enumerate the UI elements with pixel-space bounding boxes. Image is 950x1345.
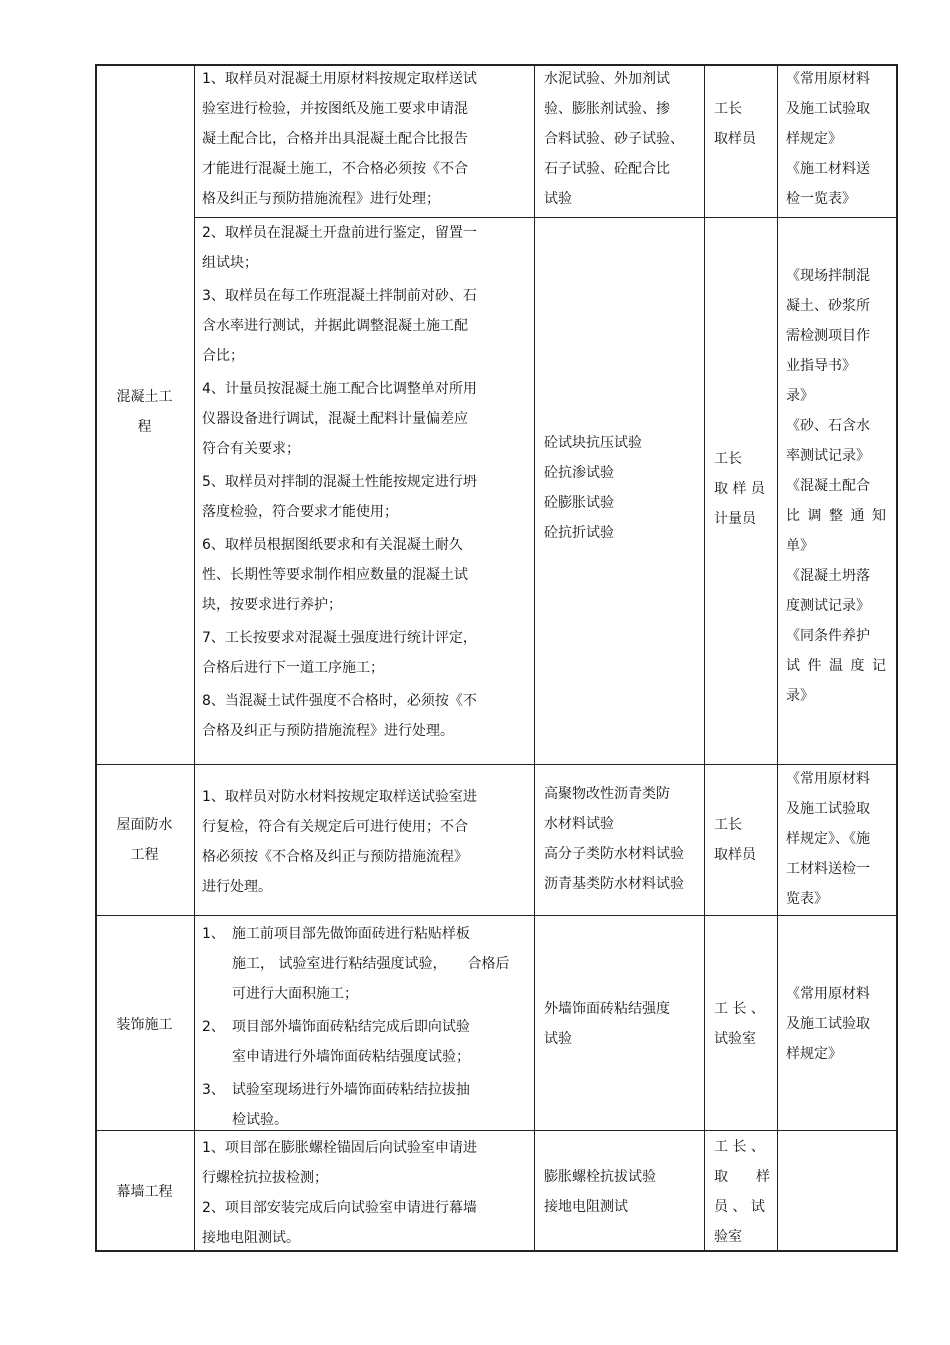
procedure-item: 7、工长按要求对混凝土强度进行统计评定， 合格后进行下一道工序施工；	[202, 630, 477, 676]
category-concrete: 混凝土工 程	[116, 389, 173, 435]
procedure-item: 2、取样员在混凝土开盘前进行鉴定，留置一 组试块；	[202, 225, 477, 271]
procedure-item: 2、 项目部外墙饰面砖粘结完成后即向试验 室申请进行外墙饰面砖粘结强度试验；	[202, 1019, 470, 1065]
procedure-curtain-wall	[202, 1133, 532, 1253]
tests-decoration: 外墙饰面砖粘结强度 试验	[544, 1001, 670, 1047]
category-roof-waterproofing: 屋面防水 工程	[116, 817, 173, 863]
procedure-item: 1、取样员对混凝土用原材料按规定取样送试 验室进行检验，并按图纸及施工要求申请混 凝土配合比，合格并出具混凝土配合比报告 才能进行混凝土施工，不合格必须按《不合 格及纠正与预防措施流程》进行处理；	[202, 71, 477, 207]
roles-concrete-materials: 工长 取样员	[714, 101, 756, 147]
procedure-item: 4、计量员按混凝土施工配合比调整单对所用 仪器设备进行调试，混凝土配料计量偏差应 符合有关要求；	[202, 381, 477, 457]
procedure-decoration	[202, 919, 532, 1138]
procedure-item: 1、 施工前项目部先做饰面砖进行粘贴样板 施工， 试验室进行粘结强度试验， 合格后 可进行大面积施工；	[202, 926, 510, 1002]
category-curtain-wall: 幕墙工程	[116, 1184, 173, 1200]
col-divider-2	[534, 64, 535, 1252]
table-border-left	[95, 64, 97, 1252]
procedure-item: 3、取样员在每工作班混凝土拌制前对砂、石 含水率进行测试，并据此调整混凝土施工配 合比；	[202, 288, 477, 364]
roles-roof-waterproofing: 工长 取样员	[714, 817, 756, 863]
tests-concrete-process: 砼试块抗压试验 砼抗渗试验 砼膨胀试验 砼抗折试验	[544, 435, 642, 541]
roles-concrete-process: 工长 取 样 员 计量员	[714, 451, 765, 527]
procedure-item: 1、项目部在膨胀螺栓锚固后向试验室申请进 行螺栓抗拉拔检测；	[202, 1140, 477, 1186]
docs-roof-waterproofing: 《常用原材料 及施工试验取 样规定》、《施 工材料送检一 览表》	[786, 771, 870, 907]
procedure-concrete-materials	[202, 64, 532, 217]
col-divider-1	[194, 64, 195, 1252]
tests-roof-waterproofing: 高聚物改性沥青类防 水材料试验 高分子类防水材料试验 沥青基类防水材料试验	[544, 786, 684, 892]
tests-curtain-wall: 膨胀螺栓抗拔试验 接地电阻测试	[544, 1169, 656, 1215]
col-divider-4	[777, 64, 778, 1252]
procedure-item: 2、项目部安装完成后向试验室申请进行幕墙 接地电阻测试。	[202, 1200, 477, 1246]
table-border-right	[896, 64, 898, 1252]
docs-concrete-process: 《现场拌制混 凝土、砂浆所 需检测项目作 业指导书》 录》 《砂、石含水 率测试记录》 《混凝土配合 比 调 整 通 知 单》 《混凝土坍落 度测试记录》 《同条件养护 试 件 温 度 记 录》	[786, 268, 886, 704]
procedure-roof-waterproofing	[202, 782, 532, 902]
roles-decoration: 工 长 、 试验室	[714, 1001, 765, 1047]
procedure-item: 1、取样员对防水材料按规定取样送试验室进 行复检，符合有关规定后可进行使用；不合 格必须按《不合格及纠正与预防措施流程》 进行处理。	[202, 789, 477, 895]
col-divider-3	[704, 64, 705, 1252]
procedure-item: 6、取样员根据图纸要求和有关混凝土耐久 性、长期性等要求制作相应数量的混凝土试 块，按要求进行养护；	[202, 537, 468, 613]
tests-concrete-materials: 水泥试验、外加剂试 验、膨胀剂试验、掺 合料试验、砂子试验、 石子试验、砼配合比 试验	[544, 71, 684, 207]
docs-concrete-materials: 《常用原材料 及施工试验取 样规定》 《施工材料送 检一览表》	[786, 71, 870, 207]
procedure-item: 8、当混凝土试件强度不合格时，必须按《不 合格及纠正与预防措施流程》进行处理。	[202, 693, 477, 739]
category-decoration: 装饰施工	[116, 1017, 173, 1033]
docs-decoration: 《常用原材料 及施工试验取 样规定》	[786, 986, 870, 1062]
row-divider-2	[95, 915, 898, 916]
procedure-item: 5、取样员对拌制的混凝土性能按规定进行坍 落度检验，符合要求才能使用；	[202, 474, 477, 520]
procedure-concrete-process	[202, 218, 532, 749]
procedure-item: 3、 试验室现场进行外墙饰面砖粘结拉拔抽 检试验。	[202, 1082, 470, 1128]
roles-curtain-wall: 工 长 、 取 样 员 、 试 验室	[714, 1139, 770, 1245]
row-divider-1	[95, 764, 898, 765]
